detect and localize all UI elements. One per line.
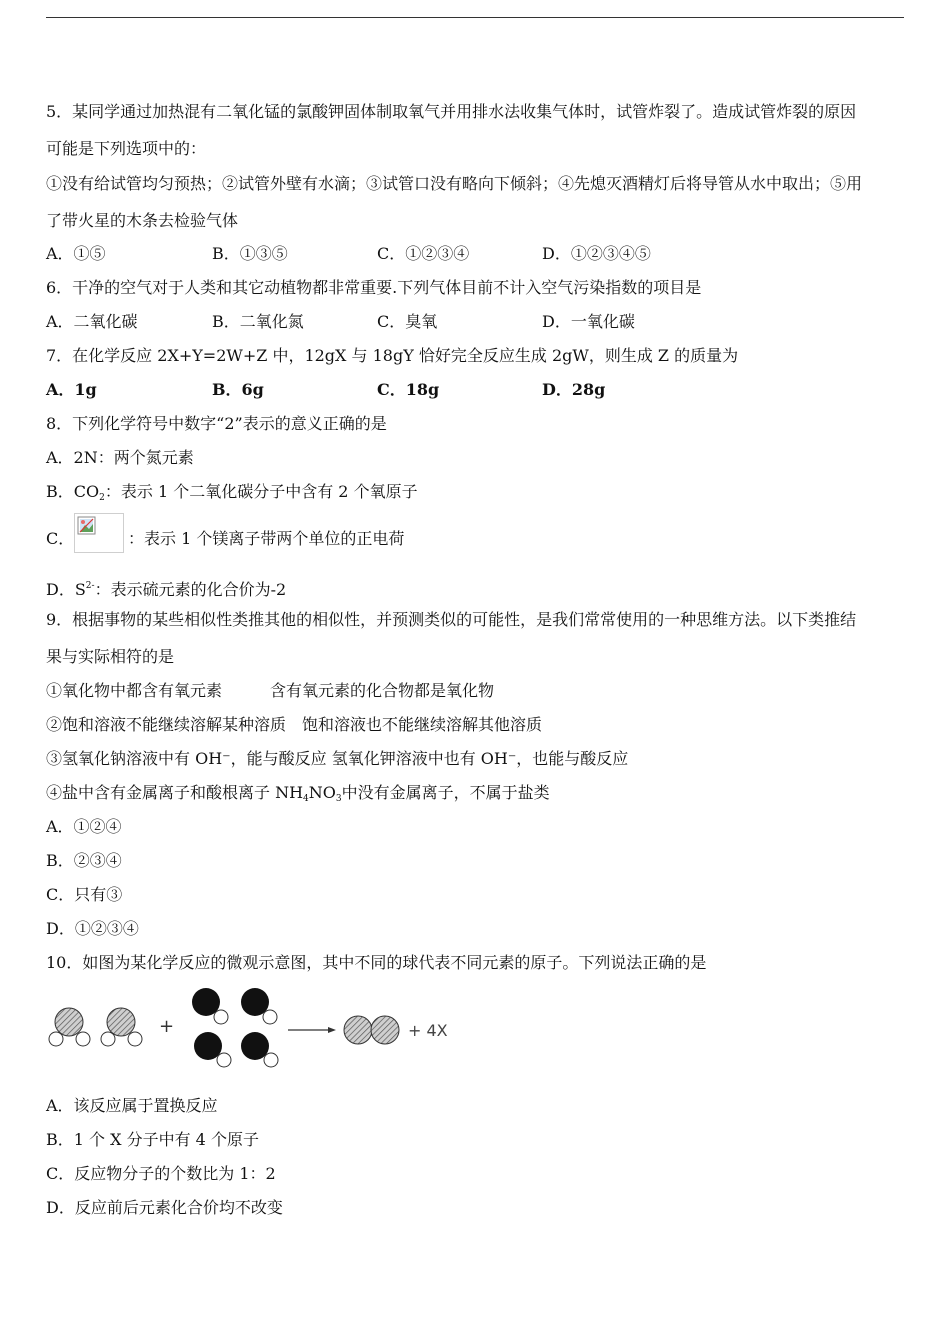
header-rule — [46, 17, 904, 18]
q5-option-a[interactable]: A．①⑤ — [46, 244, 106, 263]
q9-statement-4-mid: NO — [308, 783, 336, 802]
image-placeholder-icon — [77, 516, 97, 536]
q5-option-d[interactable]: D．①②③④⑤ — [542, 244, 651, 263]
q5-option-b[interactable]: B．①③⑤ — [212, 244, 288, 263]
q9-statement-4-pre: ④盐中含有金属离子和酸根离子 NH — [46, 783, 304, 802]
q9-option-d[interactable]: D．①②③④ — [46, 919, 139, 938]
q5-stem-line4: 了带火星的木条去检验气体 — [46, 211, 239, 230]
q6-option-b[interactable]: B．二氧化氮 — [212, 312, 304, 331]
reactant-molecule-2 — [101, 1008, 142, 1046]
q8-option-c-label[interactable]: C． — [46, 529, 75, 548]
q7-option-c[interactable]: C．18g — [377, 380, 440, 399]
q7-option-b[interactable]: B．6g — [212, 380, 264, 399]
q8-option-a[interactable]: A．2N：两个氮元素 — [46, 448, 194, 467]
q5-stem-line1: 5．某同学通过加热混有二氧化锰的氯酸钾固体制取氧气并用排水法收集气体时，试管炸裂了。造成试管炸裂的原因 — [46, 102, 857, 121]
q8-option-c-text: ：表示 1 个镁离子带两个单位的正电荷 — [128, 529, 405, 548]
reaction-diagram — [44, 984, 464, 1074]
q10-option-a[interactable]: A．该反应属于置换反应 — [46, 1096, 218, 1115]
product-x-label: + 4X — [408, 1021, 448, 1040]
reactant-molecule-3 — [192, 988, 228, 1024]
q5-stem-line3: ①没有给试管均匀预热；②试管外壁有水滴；③试管口没有略向下倾斜；④先熄灭酒精灯后将导管从水中取出；⑤用 — [46, 174, 863, 193]
q9-statement-1: ①氧化物中都含有氧元素 含有氧元素的化合物都是氧化物 — [46, 681, 495, 700]
q6-option-c[interactable]: C．臭氧 — [377, 312, 438, 331]
q9-statement-2: ②饱和溶液不能继续溶解某种溶质 饱和溶液也不能继续溶解其他溶质 — [46, 715, 543, 734]
q5-stem-line2: 可能是下列选项中的： — [46, 139, 207, 158]
q8-option-b[interactable] — [46, 482, 418, 508]
q9-stem-line1: 9．根据事物的某些相似性类推其他的相似性，并预测类似的可能性，是我们常常使用的一种思维方法。以下类推结 — [46, 610, 857, 629]
plus-sign: + — [159, 1016, 175, 1037]
q7-stem: 7．在化学反应 2X+Y=2W+Z 中，12gX 与 18gY 恰好完全反应生成 2gW，则生成 Z 的质量为 — [46, 346, 739, 365]
reaction-arrow — [288, 1027, 336, 1033]
q6-stem: 6．干净的空气对于人类和其它动植物都非常重要.下列气体目前不计入空气污染指数的项目是 — [46, 278, 702, 297]
broken-image-icon — [74, 513, 124, 553]
q10-option-d[interactable]: D．反应前后元素化合价均不改变 — [46, 1198, 283, 1217]
q9-option-a[interactable]: A．①②④ — [46, 817, 122, 836]
q8-option-b-subscript: 2 — [99, 493, 105, 503]
q8-option-d-formula: D．S — [46, 580, 86, 599]
q9-statement-3: ③氢氧化钠溶液中有 OH⁻，能与酸反应 氢氧化钾溶液中也有 OH⁻，也能与酸反应 — [46, 749, 629, 768]
q10-stem: 10．如图为某化学反应的微观示意图，其中不同的球代表不同元素的原子。下列说法正确的是 — [46, 953, 707, 972]
q7-option-d[interactable]: D．28g — [542, 380, 606, 399]
q8-option-b-text: ：表示 1 个二氧化碳分子中含有 2 个氧原子 — [104, 482, 418, 501]
q8-option-d-superscript: 2- — [85, 581, 95, 591]
q8-option-d-text: ：表示硫元素的化合价为-2 — [94, 580, 287, 599]
q9-statement-4-sub2: 3 — [335, 794, 342, 804]
q10-option-c[interactable]: C．反应物分子的个数比为 1：2 — [46, 1164, 276, 1183]
q6-option-d[interactable]: D．一氧化碳 — [542, 312, 635, 331]
reactant-molecule-1 — [49, 1008, 90, 1046]
product-molecule — [344, 1016, 399, 1044]
q8-option-b-formula: B．CO — [46, 482, 100, 501]
q9-statement-4-sub1: 4 — [303, 794, 309, 804]
q5-option-c[interactable]: C．①②③④ — [377, 244, 470, 263]
reactant-molecule-5 — [194, 1032, 231, 1067]
q9-option-b[interactable]: B．②③④ — [46, 851, 122, 870]
q9-stem-line2: 果与实际相符的是 — [46, 647, 175, 666]
q9-option-c[interactable]: C．只有③ — [46, 885, 123, 904]
q8-option-d[interactable] — [46, 576, 286, 600]
reactant-molecule-4 — [241, 988, 277, 1024]
q10-option-b[interactable]: B．1 个 X 分子中有 4 个原子 — [46, 1130, 259, 1149]
q6-option-a[interactable]: A．二氧化碳 — [46, 312, 138, 331]
q9-statement-4 — [46, 783, 550, 809]
q8-stem: 8．下列化学符号中数字“2”表示的意义正确的是 — [46, 414, 387, 433]
reactant-molecule-6 — [241, 1032, 278, 1067]
q7-option-a[interactable]: A．1g — [46, 380, 97, 399]
q9-statement-4-post: 中没有金属离子，不属于盐类 — [341, 783, 550, 802]
